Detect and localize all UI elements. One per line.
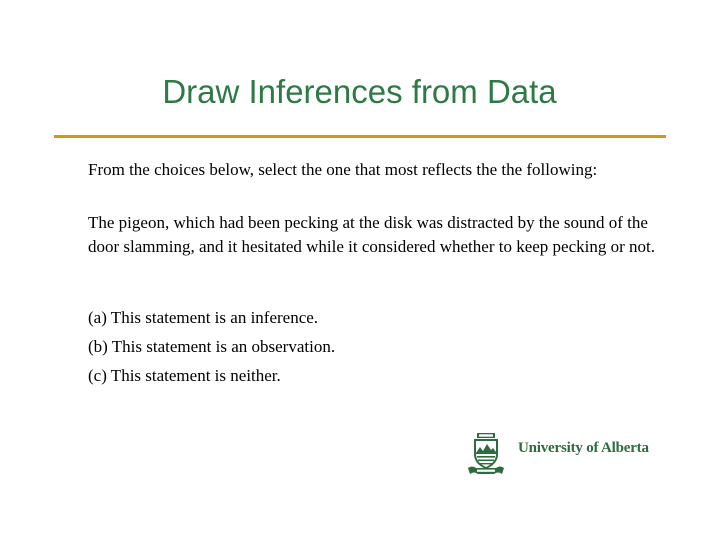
question-statement: The pigeon, which had been pecking at the disk was distracted by the sound of the door slamming, and it hesitated while it considered whether to keep pecking or not.	[88, 213, 655, 256]
university-logo	[466, 432, 666, 476]
option-b: (b) This statement is an observation.	[88, 337, 336, 356]
title-divider	[54, 135, 666, 138]
question-prompt: From the choices below, select the one that most reflects the the following:	[88, 160, 598, 179]
option-a: (a) This statement is an inference.	[88, 308, 319, 327]
university-name: University of Alberta	[518, 440, 649, 456]
university-crest-icon	[466, 432, 506, 476]
option-c: (c) This statement is neither.	[88, 366, 281, 385]
slide-title: Draw Inferences from Data	[162, 73, 557, 110]
